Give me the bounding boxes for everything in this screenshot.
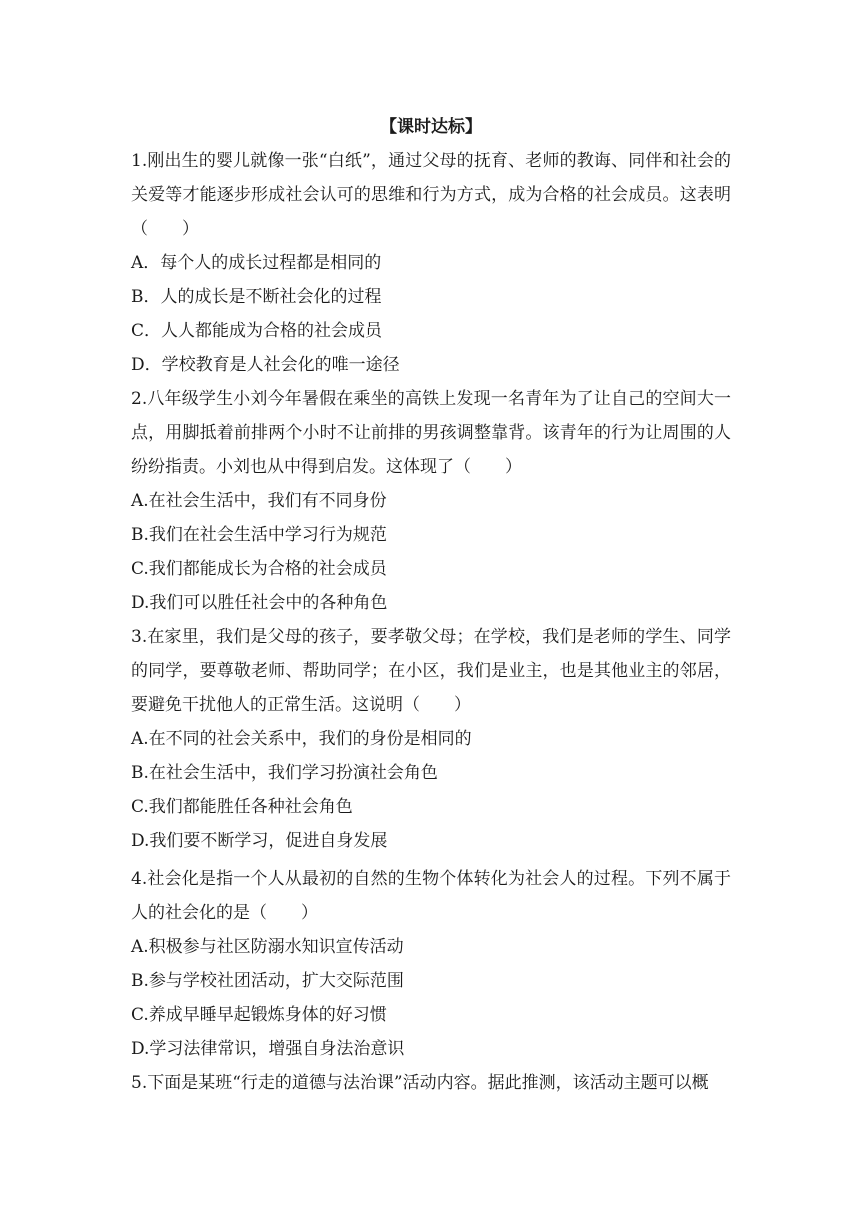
question-1-option-b: B．人的成长是不断社会化的过程 (131, 287, 382, 307)
question-3 (131, 620, 731, 858)
question-1-option-d: D．学校教育是人社会化的唯一途径 (131, 355, 400, 375)
question-2-option-b: B.我们在社会生活中学习行为规范 (131, 525, 387, 545)
question-3-option-d: D.我们要不断学习，促进自身发展 (131, 831, 388, 851)
question-4-option-b: B.参与学校社团活动，扩大交际范围 (131, 971, 404, 991)
question-2-option-c: C.我们都能成长为合格的社会成员 (131, 559, 387, 579)
question-3-stem: 3.在家里，我们是父母的孩子，要孝敬父母；在学校，我们是老师的学生、同学的同学，要尊敬老师、帮助同学；在小区，我们是业主，也是其他业主的邻居，要避免干扰他人的正常生活。这说明（ ） (131, 627, 731, 715)
question-2-stem: 2.八年级学生小刘今年暑假在乘坐的高铁上发现一名青年为了让自己的空间大一点，用脚抵着前排两个小时不让前排的男孩调整靠背。该青年的行为让周围的人纷纷指责。小刘也从中得到启发。这体现了（ ） (131, 389, 731, 477)
question-4-stem: 4.社会化是指一个人从最初的自然的生物个体转化为社会人的过程。下列不属于人的社会化的是（ ） (131, 869, 731, 923)
question-5 (131, 1066, 731, 1100)
section-title: 【课时达标】 (380, 117, 482, 137)
question-1-stem: 1.刚出生的婴儿就像一张“白纸”，通过父母的抚育、老师的教诲、同伴和社会的关爱等才能逐步形成社会认可的思维和行为方式，成为合格的社会成员。这表明（ ） (131, 151, 731, 239)
question-4-option-d: D.学习法律常识，增强自身法治意识 (131, 1039, 405, 1059)
question-2 (131, 382, 731, 620)
question-4-option-c: C.养成早睡早起锻炼身体的好习惯 (131, 1005, 387, 1025)
question-3-option-a: A.在不同的社会关系中，我们的身份是相同的 (131, 729, 472, 749)
question-2-option-a: A.在社会生活中，我们有不同身份 (131, 491, 387, 511)
question-1-option-a: A．每个人的成长过程都是相同的 (131, 253, 382, 273)
question-5-stem: 5.下面是某班“行走的道德与法治课”活动内容。据此推测，该活动主题可以概 (131, 1073, 709, 1093)
question-3-option-c: C.我们都能胜任各种社会角色 (131, 797, 353, 817)
question-4 (131, 862, 731, 1066)
question-2-option-d: D.我们可以胜任社会中的各种角色 (131, 593, 388, 613)
worksheet-page (131, 112, 731, 1100)
question-3-option-b: B.在社会生活中，我们学习扮演社会角色 (131, 763, 438, 783)
question-4-option-a: A.积极参与社区防溺水知识宣传活动 (131, 937, 404, 957)
question-1-option-c: C．人人都能成为合格的社会成员 (131, 321, 383, 341)
question-1 (131, 144, 731, 382)
